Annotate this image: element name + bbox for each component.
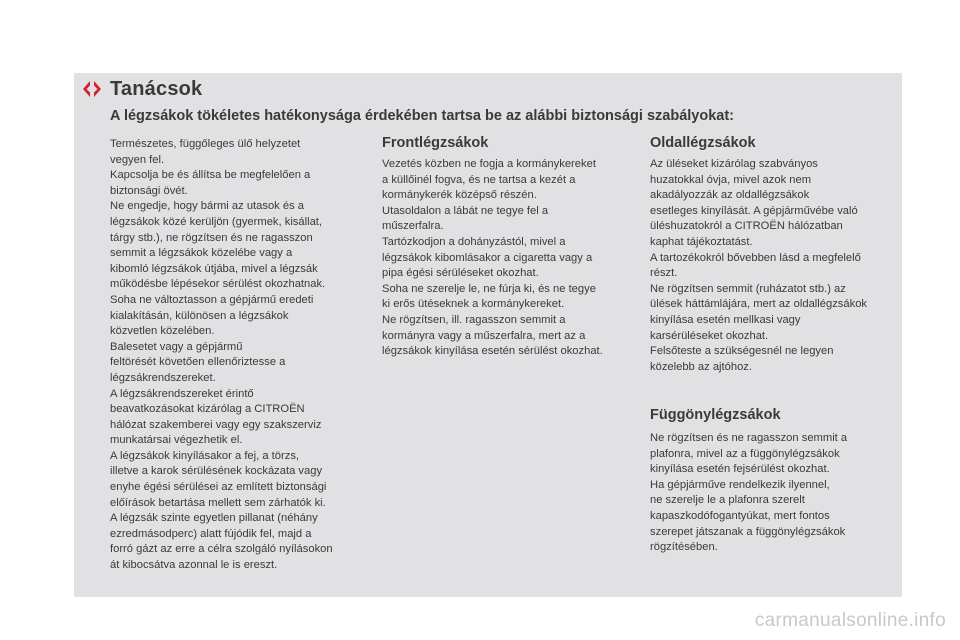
text-line: Felsőteste a szükségesnél ne legyen: [650, 345, 834, 358]
text-line: ne szerelje le a plafonra szerelt: [650, 494, 805, 507]
text-line: illetve a karok sérülésének kockázata vagy: [110, 465, 323, 478]
text-line: a küllőinél fogva, és ne tartsa a kezét a: [382, 173, 576, 186]
text-line: beavatkozásokat kizárólag a CITROËN: [110, 403, 305, 416]
text-line: kormányra vagy a műszerfalra, mert az a: [382, 329, 586, 342]
text-line: ülések háttámlájára, mert az oldallégzsákok: [650, 298, 868, 311]
text-line: szerepet játszanak a függönylégzsákok: [650, 525, 846, 538]
text-line: feltörését követően ellenőriztesse a: [110, 356, 286, 369]
curtain-airbags-text: [650, 431, 900, 556]
side-airbags-text: [650, 157, 900, 375]
front-airbags-text: [382, 157, 632, 360]
text-line: semmit a légzsákok közelébe vagy a: [110, 247, 293, 260]
text-line: kialakításán, különösen a légzsákok: [110, 309, 289, 322]
watermark: carmanualsonline.info: [754, 610, 946, 631]
text-line: hálózat szakemberei vagy egy szakszerviz: [110, 418, 322, 431]
text-line: Természetes, függőleges ülő helyzetet: [110, 138, 301, 150]
front-airbags-heading: Frontlégzsákok: [382, 135, 489, 151]
text-line: kaphat tájékoztatást.: [650, 235, 753, 248]
text-line: rögzítésében.: [650, 541, 718, 554]
text-line: működésbe lépésekor sérülést okozhatnak.: [110, 278, 326, 291]
text-line: légzsákok kibomlásakor a cigaretta vagy a: [382, 251, 593, 264]
text-line: kibomló légzsákok útjába, mivel a légzsák: [110, 262, 318, 275]
text-line: kinyílása esetén fejsérülést okozhat.: [650, 463, 830, 476]
text-line: Kapcsolja be és állítsa be megfelelően a: [110, 169, 311, 182]
text-line: Vezetés közben ne fogja a kormánykereket: [382, 158, 596, 170]
text-line: közvetlen közelében.: [110, 325, 215, 338]
text-line: ezredmásodperc) alatt fújódik fel, majd a: [110, 527, 312, 540]
text-line: Balesetet vagy a gépjármű: [110, 340, 243, 353]
text-line: A légzsákrendszereket érintő: [110, 387, 254, 400]
text-line: esetleges kinyílását. A gépjárművébe való: [650, 204, 858, 217]
page-title: Tanácsok: [110, 78, 203, 100]
warning-airbag-icon: [82, 80, 102, 98]
general-tips-text: [110, 137, 360, 574]
text-line: közelebb az ajtóhoz.: [650, 360, 752, 373]
text-line: A tartozékokról bővebben lásd a megfelelő: [650, 251, 861, 264]
text-line: üléshuzatokról a CITROËN hálózatban: [650, 220, 843, 233]
text-line: Az üléseket kizárólag szabványos: [650, 158, 818, 170]
text-line: előírások betartása mellett sem zárhatók ki.: [110, 496, 326, 509]
text-line: Ne rögzítsen, ill. ragasszon semmit a: [382, 313, 566, 326]
text-line: tárgy stb.), ne rögzítsen és ne ragasszon: [110, 231, 313, 244]
side-airbags-heading: Oldallégzsákok: [650, 135, 756, 151]
text-line: Ne engedje, hogy bármi az utasok és a: [110, 200, 305, 213]
text-line: A légzsákok kinyílásakor a fej, a törzs,: [110, 449, 300, 462]
text-line: Tartózkodjon a dohányzástól, mivel a: [382, 235, 566, 248]
text-line: légzsákrendszereket.: [110, 371, 216, 384]
text-line: át kibocsátva azonnal le is ereszt.: [110, 559, 278, 572]
text-line: Utasoldalon a lábát ne tegye fel a: [382, 204, 549, 217]
text-line: Ne rögzítsen és ne ragasszon semmit a: [650, 432, 848, 444]
text-line: plafonra, mivel az a függönylégzsákok: [650, 447, 840, 460]
text-line: A légzsák szinte egyetlen pillanat (néhány: [110, 512, 318, 525]
text-line: ki erős ütéseknek a kormánykereket.: [382, 298, 565, 311]
text-line: Soha ne változtasson a gépjármű eredeti: [110, 293, 314, 306]
text-line: légzsákok közé kerüljön (gyermek, kisállat,: [110, 215, 323, 228]
curtain-airbags-heading: Függönylégzsákok: [650, 407, 781, 423]
page-subtitle: A légzsákok tökéletes hatékonysága érdekében tartsa be az alábbi biztonsági szabályokat:: [110, 108, 734, 124]
text-line: kinyílása esetén mellkasi vagy: [650, 313, 801, 326]
text-line: biztonsági övét.: [110, 184, 188, 197]
text-line: forró gázt az erre a célra szolgáló nyílásokon: [110, 543, 333, 556]
text-line: akadályozzák az oldallégzsákok: [650, 189, 810, 202]
text-line: légzsákok kinyílása esetén sérülést okozhat.: [382, 345, 603, 358]
text-line: Ha gépjárműve rendelkezik ilyennel,: [650, 478, 830, 491]
text-line: enyhe égési sérülései az említett biztonsági: [110, 481, 327, 494]
text-line: kormánykerék középső részén.: [382, 189, 537, 202]
text-line: Soha ne szerelje le, ne fúrja ki, és ne tegye: [382, 282, 596, 295]
text-line: vegyen fel.: [110, 153, 165, 166]
text-line: műszerfalra.: [382, 220, 444, 233]
text-line: huzatokkal óvja, mivel azok nem: [650, 173, 812, 186]
text-line: Ne rögzítsen semmit (ruházatot stb.) az: [650, 282, 846, 295]
text-line: kapaszkodófogantyúkat, mert fontos: [650, 509, 830, 522]
text-line: pipa égési sérüléseket okozhat.: [382, 267, 539, 280]
text-line: munkatársai végezhetik el.: [110, 434, 243, 447]
text-line: karsérüléseket okozhat.: [650, 329, 769, 342]
text-line: részt.: [650, 267, 678, 280]
